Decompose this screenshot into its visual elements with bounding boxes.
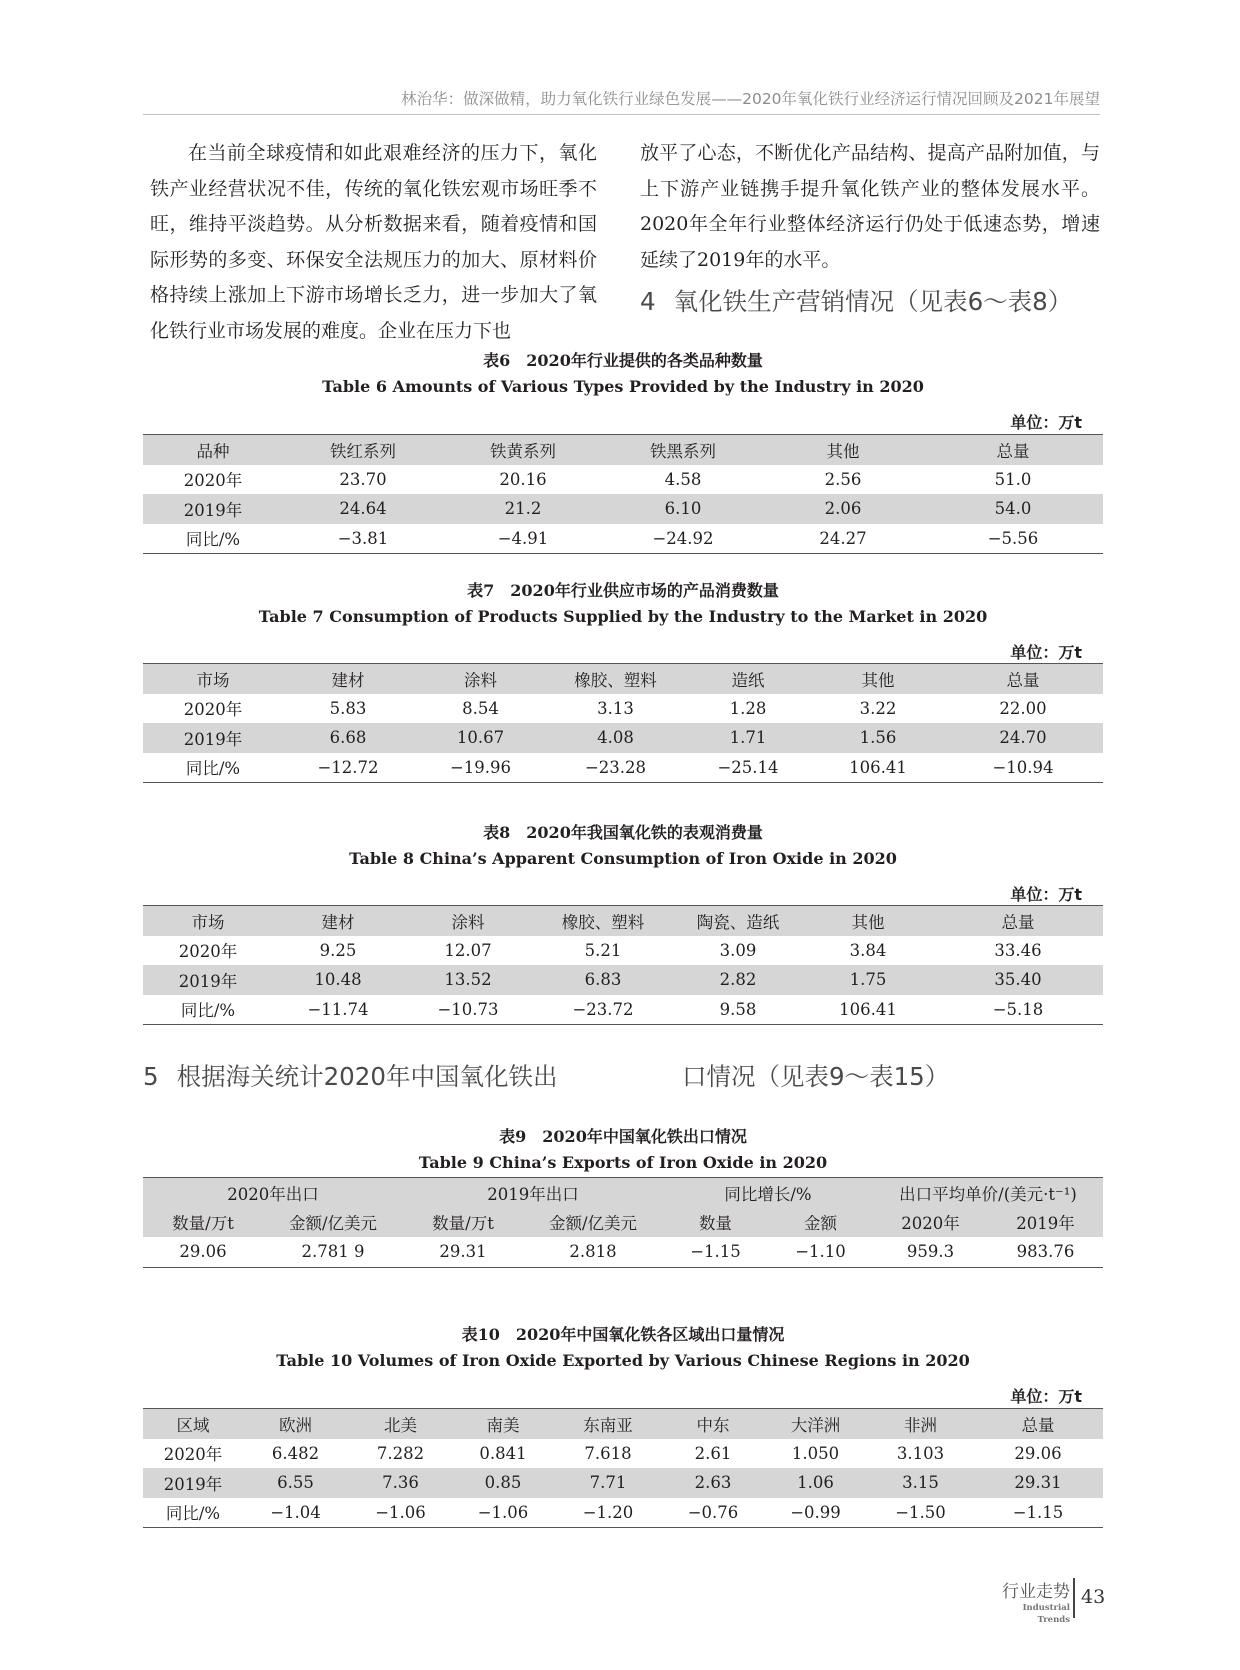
table-cell: 6.10 [603,494,763,524]
table-cell: 12.07 [444,940,492,960]
table10 [143,1408,1103,1528]
table10-header-row [143,1409,1103,1439]
table-cell: −10.94 [992,757,1054,777]
table-cell: 7.618 [584,1443,632,1463]
table-cell: 35.40 [933,965,1103,995]
section-5-heading-continued [682,1058,949,1093]
table10-header: 大洋洲 [763,1409,868,1439]
table-row [143,995,1103,1025]
table6-header: 其他 [763,435,923,465]
table-cell: 1.06 [763,1468,868,1498]
table-cell: 106.41 [839,999,897,1019]
table7-header: 涂料 [413,664,548,694]
table-cell: 983.76 [1016,1242,1075,1262]
table-cell: 0.841 [479,1443,527,1463]
table-cell: 同比/% [180,1001,236,1021]
table-row [143,965,1103,995]
table-cell: 29.31 [973,1468,1103,1498]
table-cell: 6.55 [243,1468,348,1498]
table-cell: −23.28 [584,757,647,777]
table9-sub-header: 数量/万t [143,1208,263,1238]
table9-sub-header: 数量 [663,1208,768,1238]
table8-header: 涂料 [403,906,533,936]
table-cell: 2020年 [178,942,238,962]
table7-header-row [143,664,1103,694]
table-cell: 同比/% [185,530,241,550]
table-cell: −1.15 [690,1242,741,1262]
table6-header-row [143,435,1103,465]
footer-section-cn: 行业走势 [1002,1582,1070,1602]
table-cell: 959.3 [906,1242,955,1262]
section-5-title-part1: 根据海关统计2020年中国氧化铁出 [176,1062,558,1091]
table-cell: −1.10 [795,1242,846,1262]
table-cell: 4.58 [664,469,702,489]
table7-header: 市场 [143,664,283,694]
table-cell: 13.52 [403,965,533,995]
table-cell: 0.85 [453,1468,553,1498]
footer-divider [1073,1578,1075,1618]
table-cell: 5.83 [329,698,367,718]
table10-header: 东南亚 [553,1409,663,1439]
table-cell: 29.06 [179,1242,227,1262]
table9-sub-header: 数量/万t [403,1208,523,1238]
page-number: 43 [1081,1586,1106,1608]
table-cell: −0.99 [790,1502,841,1522]
table-cell: 106.41 [849,757,907,777]
table-cell: −25.14 [717,757,779,777]
table-cell: −1.50 [895,1502,946,1522]
table7-caption-en: Table 7 Consumption of Products Supplied by the Industry to the Market in 2020 [258,607,988,626]
table-cell: 2.781 9 [301,1242,365,1262]
table7-caption [143,578,1103,630]
table9-group-header: 出口平均单价/(美元·t⁻¹) [873,1178,1103,1208]
table6-header: 铁红系列 [283,435,443,465]
table-cell: 2019年 [143,723,283,753]
table7-caption-cn: 表7 2020年行业供应市场的产品消费数量 [467,581,779,600]
table-cell: 2.82 [673,965,803,995]
table-row [143,753,1103,783]
table9-caption-cn: 表9 2020年中国氧化铁出口情况 [499,1127,747,1146]
table-cell: −5.18 [992,999,1044,1019]
table-cell: 54.0 [923,494,1103,524]
table10-header: 北美 [348,1409,453,1439]
table8-unit: 单位：万t [1010,885,1082,904]
table-cell: −0.76 [687,1502,739,1522]
table7-header: 橡胶、塑料 [548,664,683,694]
table6-caption [143,348,1103,400]
table9-sub-header: 2019年 [988,1208,1103,1238]
running-header: 林治华：做深做精，助力氧化铁行业绿色发展——2020年氧化铁行业经济运行情况回顾及2021年展望 [143,84,1100,115]
table-row [143,1439,1103,1469]
table9-sub-header: 2020年 [873,1208,988,1238]
table9-caption [143,1124,1103,1176]
table6-unit: 单位：万t [1010,413,1082,432]
table-cell: 2019年 [143,1468,243,1498]
table8-header: 橡胶、塑料 [533,906,673,936]
table-cell: 9.58 [719,999,757,1019]
table7-header: 总量 [943,664,1103,694]
table-cell: −1.06 [477,1502,529,1522]
table-cell: −10.73 [437,999,499,1019]
table-cell: −11.74 [307,999,369,1019]
section-4-title: 氧化铁生产营销情况（见表6～表8） [673,287,1073,316]
table-cell: 1.050 [791,1443,840,1463]
table6-caption-en: Table 6 Amounts of Various Types Provided by the Industry in 2020 [322,377,924,396]
table8-caption-en: Table 8 China’s Apparent Consumption of Iron Oxide in 2020 [349,849,897,868]
table8-header: 市场 [143,906,273,936]
table-row [143,1468,1103,1498]
table10-header: 欧洲 [243,1409,348,1439]
table-cell: 2020年 [183,700,243,720]
table10-header: 区域 [143,1409,243,1439]
table9-group-header: 2020年出口 [143,1178,403,1208]
section-5-number: 5 [143,1062,159,1091]
table-cell: −24.92 [652,528,714,548]
table-cell: 2020年 [183,471,243,491]
table-cell: 33.46 [994,940,1042,960]
table-cell: −5.56 [987,528,1039,548]
table-cell: −23.72 [572,999,634,1019]
section-5-title-part2: 口情况（见表9～表15） [682,1062,950,1091]
table-cell: −3.81 [337,528,389,548]
table6-header: 总量 [923,435,1103,465]
table-cell: 3.22 [859,698,897,718]
table10-caption-en: Table 10 Volumes of Iron Oxide Exported by Various Chinese Regions in 2020 [276,1351,970,1370]
table7 [143,663,1103,783]
table-cell: 29.31 [439,1242,487,1262]
table-cell: 23.70 [339,469,387,489]
table-cell: 2.818 [569,1242,617,1262]
table-cell: 10.48 [273,965,403,995]
table-cell: −19.96 [449,757,512,777]
table9-group-header: 同比增长/% [663,1178,873,1208]
table-cell: 2019年 [143,965,273,995]
table9-sub-header-row [143,1208,1103,1238]
left-paragraph: 在当前全球疫情和如此艰难经济的压力下，氧化铁产业经营状况不佳，传统的氧化铁宏观市场旺季不旺，维持平淡趋势。从分析数据来看，随着疫情和国际形势的多变、环保安全法规压力的加大、原材料价格持续上涨加上下游市场增长乏力，进一步加大了氧化铁行业市场发展的难度。企业在压力下也 [150,142,597,342]
table-cell: 1.56 [813,723,943,753]
table-cell: 同比/% [185,759,241,779]
table-cell: 6.83 [533,965,673,995]
table-cell: 7.36 [348,1468,453,1498]
table6 [143,434,1103,554]
table-cell: −1.06 [375,1502,426,1522]
table6-header: 品种 [143,435,283,465]
table-row [143,1498,1103,1528]
table-cell: 24.70 [943,723,1103,753]
table7-header: 建材 [283,664,413,694]
table10-caption-cn: 表10 2020年中国氧化铁各区域出口量情况 [461,1325,785,1344]
table-cell: 2.63 [663,1468,763,1498]
table-cell: 3.103 [896,1443,945,1463]
table10-header: 南美 [453,1409,553,1439]
table9-sub-header: 金额 [768,1208,873,1238]
table8-header-row [143,906,1103,936]
table8-caption-cn: 表8 2020年我国氧化铁的表观消费量 [483,823,763,842]
table-cell: −1.15 [1012,1502,1064,1522]
table7-unit: 单位：万t [1010,643,1082,662]
table-cell: 24.27 [819,528,867,548]
table-cell: 6.482 [271,1443,320,1463]
table6-header: 铁黄系列 [443,435,603,465]
table-cell: 6.68 [283,723,413,753]
table9 [143,1177,1103,1268]
table-cell: 1.75 [803,965,933,995]
table9-sub-header: 金额/亿美元 [523,1208,663,1238]
table-cell: 2019年 [143,494,283,524]
table8-header: 其他 [803,906,933,936]
table-cell: 3.84 [849,940,887,960]
table-cell: 22.00 [999,698,1047,718]
table-cell: 2.56 [824,469,862,489]
table8-caption [143,820,1103,872]
table-cell: 3.15 [868,1468,973,1498]
table-row [143,723,1103,753]
table-cell: 3.13 [597,698,634,718]
table-row [143,524,1103,554]
table-cell: 5.21 [584,940,622,960]
table-row [143,694,1103,724]
table-cell: −4.91 [497,528,549,548]
table6-caption-cn: 表6 2020年行业提供的各类品种数量 [483,351,763,370]
table-row [143,936,1103,966]
table10-header: 非洲 [868,1409,973,1439]
table-cell: 7.71 [553,1468,663,1498]
table-cell: 3.09 [719,940,757,960]
table10-unit: 单位：万t [1010,1387,1082,1406]
table8-header: 陶瓷、造纸 [673,906,803,936]
table7-header: 其他 [813,664,943,694]
table-cell: −12.72 [317,757,379,777]
table6-header: 铁黑系列 [603,435,763,465]
table9-group-header-row [143,1178,1103,1208]
table-cell: 51.0 [994,469,1032,489]
table-cell: 10.67 [413,723,548,753]
table-cell: −1.04 [270,1502,321,1522]
table8-header: 建材 [273,906,403,936]
table-cell: 9.25 [319,940,357,960]
section-4-number: 4 [640,287,656,316]
table-cell: 同比/% [165,1504,221,1524]
table-cell: 24.64 [283,494,443,524]
table-cell: 1.71 [683,723,813,753]
table10-header: 总量 [973,1409,1103,1439]
table-cell: 7.282 [376,1443,425,1463]
section-4-heading [640,283,1072,318]
table-cell: 1.28 [729,698,767,718]
table-cell: 20.16 [499,469,547,489]
table9-caption-en: Table 9 China’s Exports of Iron Oxide in 2020 [418,1153,828,1172]
table9-group-header: 2019年出口 [403,1178,663,1208]
table9-sub-header: 金额/亿美元 [263,1208,403,1238]
table-cell: 4.08 [548,723,683,753]
table10-header: 中东 [663,1409,763,1439]
table7-header: 造纸 [683,664,813,694]
table8-header: 总量 [933,906,1103,936]
table-cell: −1.20 [582,1502,634,1522]
table-cell: 2020年 [163,1445,223,1465]
table-cell: 8.54 [462,698,499,718]
table-row [143,1237,1103,1267]
section-5-heading [143,1058,557,1093]
table-row [143,494,1103,524]
table-cell: 2.61 [694,1443,732,1463]
table8 [143,905,1103,1025]
right-paragraph: 放平了心态，不断优化产品结构、提高产品附加值，与上下游产业链携手提升氧化铁产业的整体发展水平。2020年全年行业整体经济运行仍处于低速态势，增速延续了2019年的水平。 [640,142,1100,271]
table-cell: 2.06 [763,494,923,524]
footer-section-en: Industrial Trends [1022,1603,1070,1625]
table-cell: 29.06 [1014,1443,1062,1463]
footer-section-label [990,1582,1070,1626]
table-cell: 21.2 [443,494,603,524]
table10-caption [143,1322,1103,1374]
table-row [143,465,1103,495]
